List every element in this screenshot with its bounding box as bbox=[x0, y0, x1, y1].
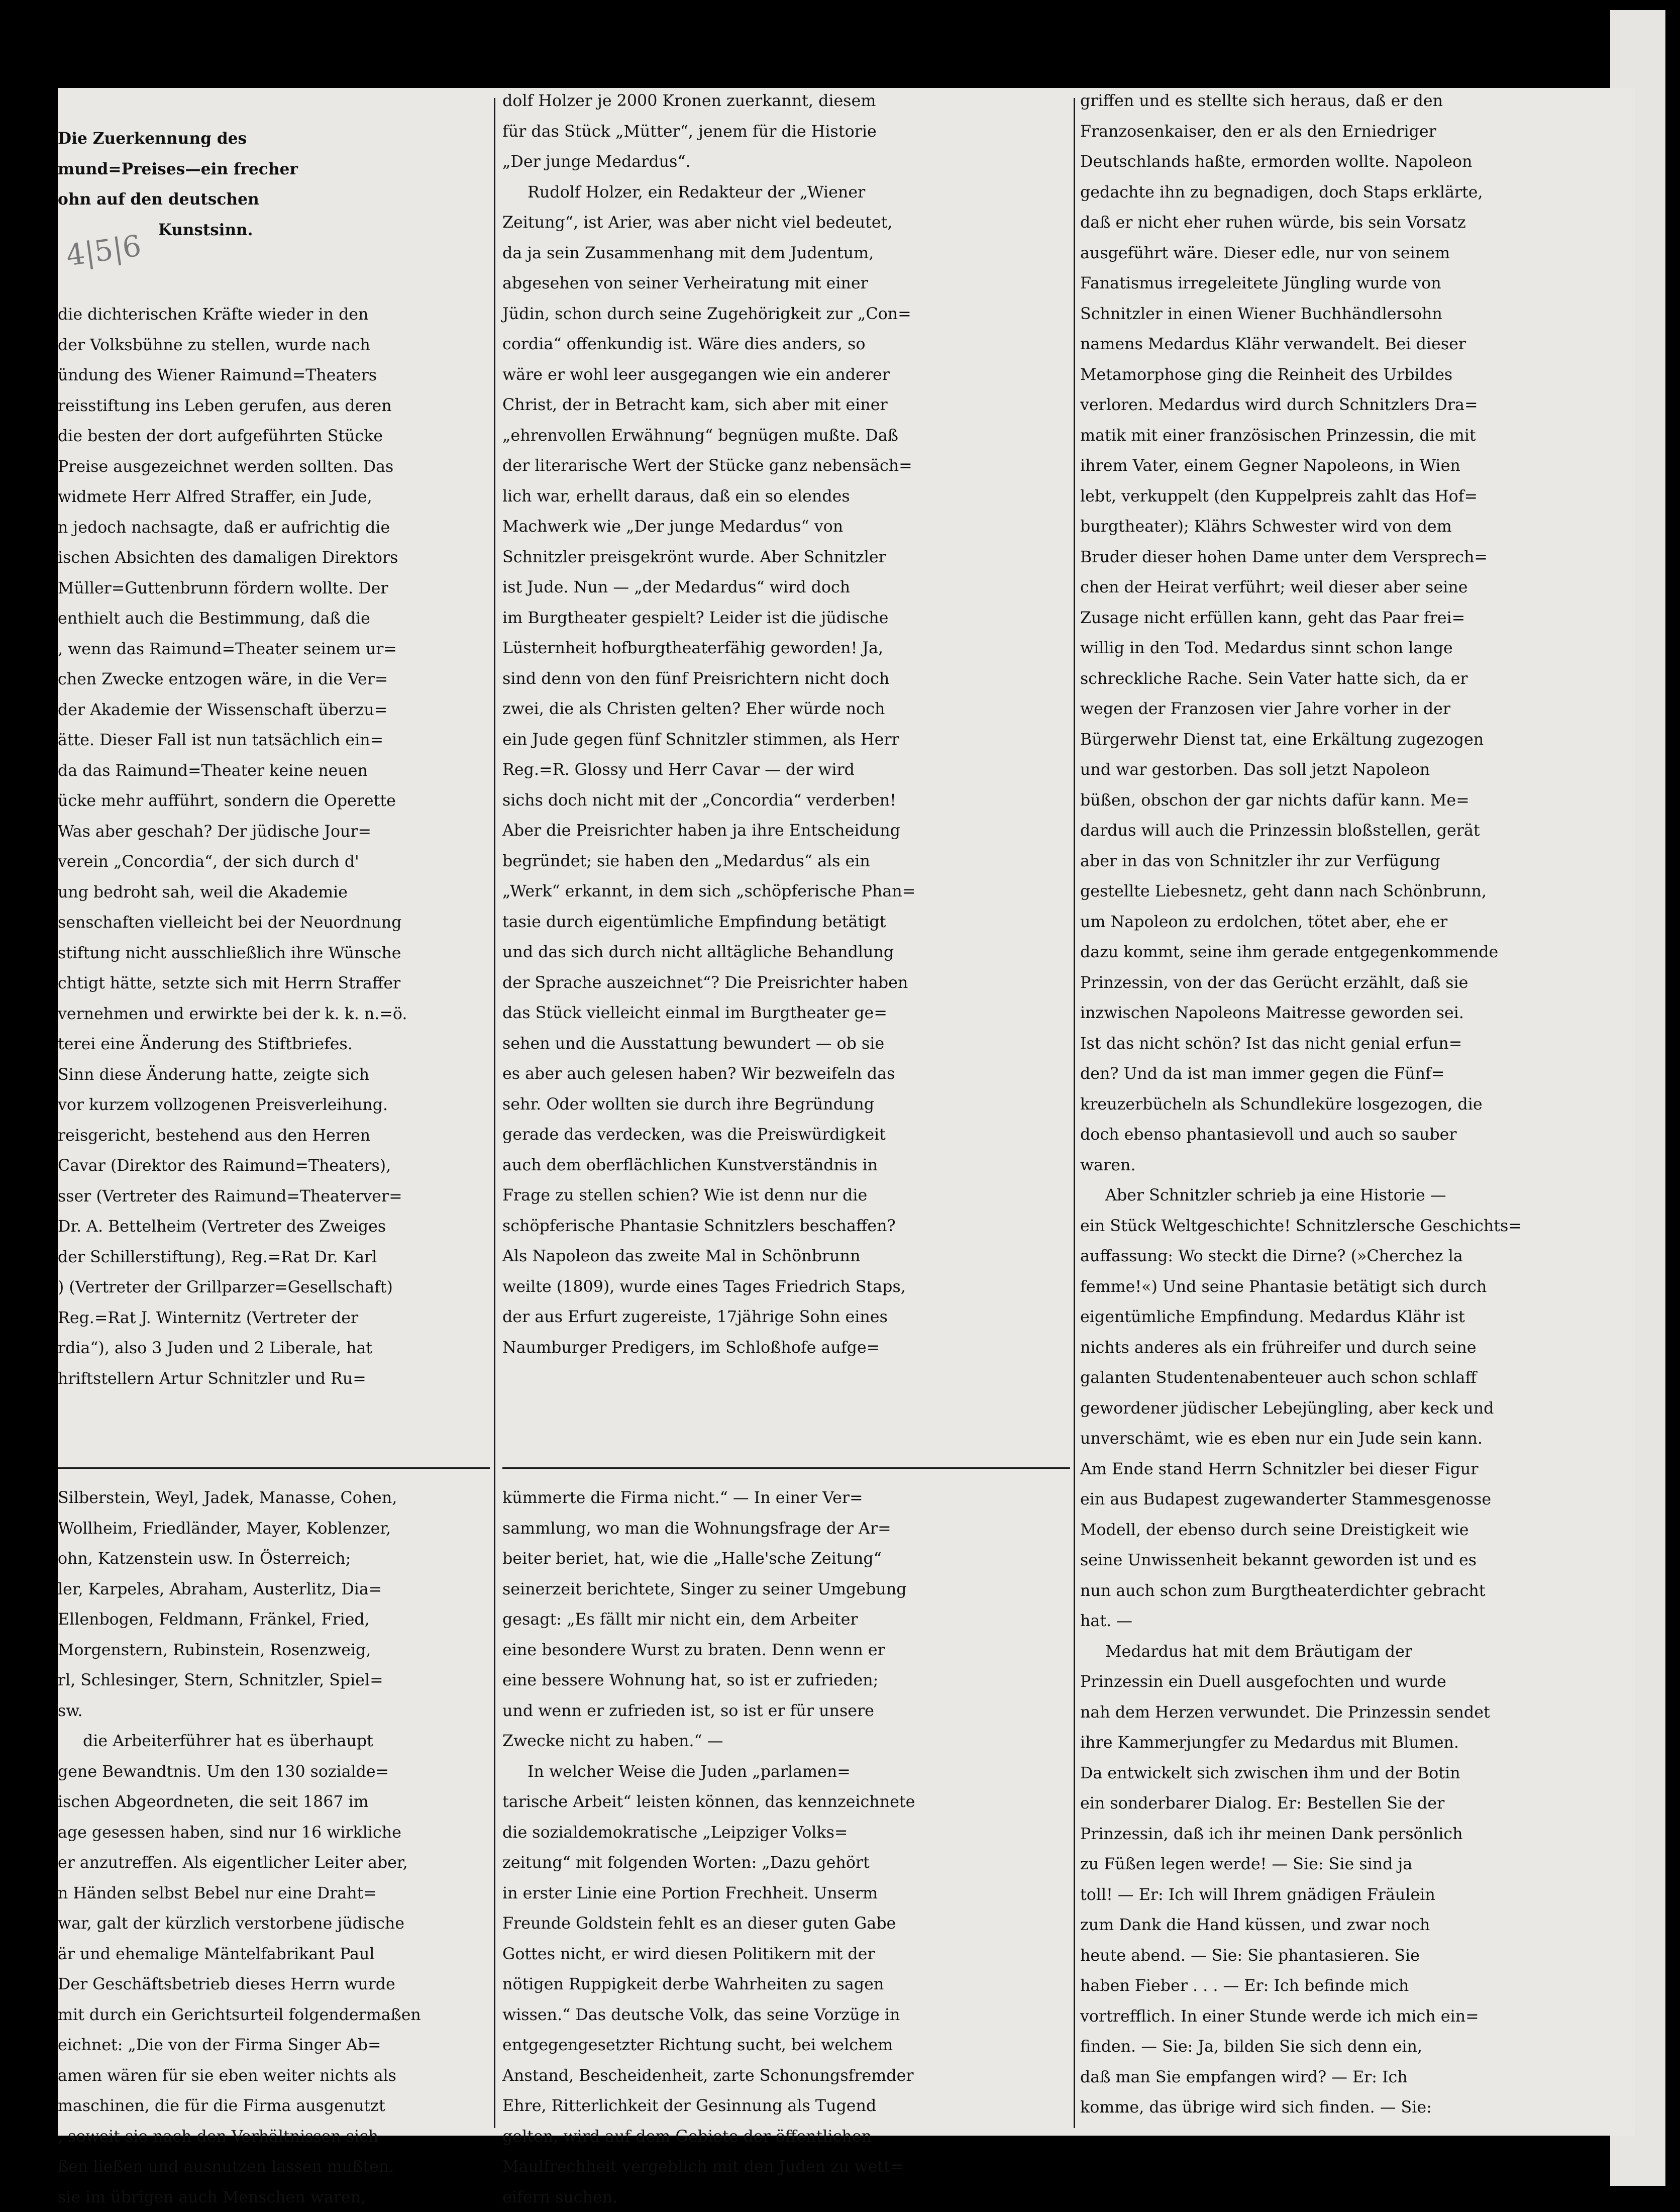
text-line: Reg.=R. Glossy und Herr Cavar — der wird bbox=[502, 754, 1065, 785]
text-line: Christ, der in Betracht kam, sich aber mit einer bbox=[502, 389, 1065, 420]
text-line: Metamorphose ging die Reinheit des Urbildes bbox=[1080, 359, 1623, 390]
text-line: waren. bbox=[1080, 1150, 1623, 1180]
text-line: komme, das übrige wird sich finden. — Sie: bbox=[1080, 2092, 1623, 2123]
text-line: sind denn von den fünf Preisrichtern nicht doch bbox=[502, 663, 1065, 694]
text-line: Bürgerwehr Dienst tat, eine Erkältung zugezogen bbox=[1080, 724, 1623, 755]
text-line: Silberstein, Weyl, Jadek, Manasse, Cohen, bbox=[58, 1482, 485, 1513]
text-line: und war gestorben. Das soll jetzt Napoleon bbox=[1080, 754, 1623, 785]
text-line: gewordener jüdischer Lebejüngling, aber keck und bbox=[1080, 1393, 1623, 1424]
text-line: gedachte ihn zu begnadigen, doch Staps erklärte, bbox=[1080, 177, 1623, 208]
text-line: nun auch schon zum Burgtheaterdichter gebracht bbox=[1080, 1575, 1623, 1606]
text-line: lebt, verkuppelt (den Kuppelpreis zahlt das Hof= bbox=[1080, 481, 1623, 512]
text-line: gesagt: „Es fällt mir nicht ein, dem Arbeiter bbox=[502, 1604, 1065, 1635]
text-line: Zusage nicht erfüllen kann, geht das Paar frei= bbox=[1080, 602, 1623, 633]
text-line: Aber die Preisrichter haben ja ihre Entscheidung bbox=[502, 815, 1065, 846]
text-line: daß man Sie empfangen wird? — Er: Ich bbox=[1080, 2062, 1623, 2092]
text-line: die besten der dort aufgeführten Stücke bbox=[58, 421, 485, 451]
text-line: ihre Kammerjungfer zu Medardus mit Blumen. bbox=[1080, 1727, 1623, 1758]
text-line: stiftung nicht ausschließlich ihre Wünsche bbox=[58, 938, 485, 968]
text-line: die sozialdemokratische „Leipziger Volks= bbox=[502, 1817, 1065, 1848]
text-line: er anzutreffen. Als eigentlicher Leiter aber, bbox=[58, 1847, 485, 1878]
text-line: Müller=Guttenbrunn fördern wollte. Der bbox=[58, 573, 485, 604]
text-line: ihrem Vater, einem Gegner Napoleons, in Wien bbox=[1080, 450, 1623, 481]
text-line: ohn, Katzenstein usw. In Österreich; bbox=[58, 1543, 485, 1574]
text-line: sw. bbox=[58, 1695, 485, 1726]
text-line: Rudolf Holzer, ein Redakteur der „Wiener bbox=[502, 177, 1065, 208]
text-line: wegen der Franzosen vier Jahre vorher in der bbox=[1080, 693, 1623, 724]
headline-line: mund=Preises—ein frecher bbox=[58, 154, 480, 184]
text-line: inzwischen Napoleons Maitresse geworden sei. bbox=[1080, 997, 1623, 1028]
text-line: Reg.=Rat J. Winternitz (Vertreter der bbox=[58, 1302, 485, 1333]
text-line: doch ebenso phantasievoll und auch so sauber bbox=[1080, 1119, 1623, 1150]
column-1 bbox=[58, 88, 490, 2136]
text-line: gerade das verdecken, was die Preiswürdigkeit bbox=[502, 1119, 1065, 1150]
text-line: Cavar (Direktor des Raimund=Theaters), bbox=[58, 1150, 485, 1181]
text-line: chen der Heirat verführt; weil dieser aber seine bbox=[1080, 572, 1623, 602]
text-line: cordia“ offenkundig ist. Wäre dies anders, so bbox=[502, 329, 1065, 359]
text-line: kümmerte die Firma nicht.“ — In einer Ver= bbox=[502, 1482, 1065, 1513]
text-line: Fanatismus irregeleitete Jüngling wurde von bbox=[1080, 268, 1623, 298]
text-line: galanten Studentenabenteuer auch schon schlaff bbox=[1080, 1362, 1623, 1393]
text-line: „ehrenvollen Erwähnung“ begnügen mußte. Daß bbox=[502, 420, 1065, 451]
text-line: eine bessere Wohnung hat, so ist er zufrieden; bbox=[502, 1665, 1065, 1695]
text-line: chen Zwecke entzogen wäre, in die Ver= bbox=[58, 664, 485, 694]
text-line: Schnitzler in einen Wiener Buchhändlersohn bbox=[1080, 298, 1623, 329]
text-line: die dichterischen Kräfte wieder in den bbox=[58, 299, 485, 330]
text-line: es aber auch gelesen haben? Wir bezweifeln das bbox=[502, 1058, 1065, 1089]
text-line: für das Stück „Mütter“, jenem für die Historie bbox=[502, 116, 1065, 147]
column-2 bbox=[502, 88, 1070, 2136]
text-line: willig in den Tod. Medardus sinnt schon lange bbox=[1080, 633, 1623, 663]
text-line: nichts anderes als ein frühreifer und durch seine bbox=[1080, 1332, 1623, 1363]
text-line: Jüdin, schon durch seine Zugehörigkeit zur „Con= bbox=[502, 298, 1065, 329]
text-line: kreuzerbücheln als Schundleküre losgezogen, die bbox=[1080, 1089, 1623, 1120]
text-line: matik mit einer französischen Prinzessin, die mit bbox=[1080, 420, 1623, 451]
text-line: tasie durch eigentümliche Empfindung betätigt bbox=[502, 907, 1065, 937]
text-line: „Werk“ erkannt, in dem sich „schöpferische Phan= bbox=[502, 876, 1065, 907]
text-line: der aus Erfurt zugereiste, 17jährige Sohn eines bbox=[502, 1301, 1065, 1332]
newspaper-clipping bbox=[58, 88, 1635, 2136]
text-line: sehen und die Ausstattung bewundert — ob sie bbox=[502, 1028, 1065, 1059]
text-line: är und ehemalige Mäntelfabrikant Paul bbox=[58, 1939, 485, 1969]
text-line: schöpferische Phantasie Schnitzlers beschaffen? bbox=[502, 1211, 1065, 1241]
text-line: schreckliche Rache. Sein Vater hatte sich, da er bbox=[1080, 663, 1623, 694]
text-line: tarische Arbeit“ leisten können, das kennzeichnete bbox=[502, 1786, 1065, 1817]
text-line: ein aus Budapest zugewanderter Stammesgenosse bbox=[1080, 1484, 1623, 1515]
text-line: Da entwickelt sich zwischen ihm und der Botin bbox=[1080, 1758, 1623, 1788]
column-2-lower-text bbox=[502, 1482, 1070, 2212]
text-line: nah dem Herzen verwundet. Die Prinzessin sendet bbox=[1080, 1697, 1623, 1728]
text-line: griffen und es stellte sich heraus, daß er den bbox=[1080, 85, 1623, 116]
text-line: Modell, der ebenso durch seine Dreistigkeit wie bbox=[1080, 1515, 1623, 1545]
text-line: vor kurzem vollzogenen Preisverleihung. bbox=[58, 1089, 485, 1120]
text-line: das Stück vielleicht einmal im Burgtheater ge= bbox=[502, 997, 1065, 1028]
text-line: seinerzeit berichtete, Singer zu seiner Umgebung bbox=[502, 1574, 1065, 1604]
text-line: sie im übrigen auch Menschen waren, bbox=[58, 2182, 485, 2212]
text-line: vernehmen und erwirkte bei der k. k. n.=ö. bbox=[58, 998, 485, 1029]
text-line: wäre er wohl leer ausgegangen wie ein anderer bbox=[502, 359, 1065, 390]
text-line: chtigt hätte, setzte sich mit Herrn Straffer bbox=[58, 968, 485, 998]
text-line: Bruder dieser hohen Dame unter dem Versprech= bbox=[1080, 542, 1623, 572]
text-line: Als Napoleon das zweite Mal in Schönbrunn bbox=[502, 1241, 1065, 1271]
text-line: entgegengesetzter Richtung sucht, bei welchem bbox=[502, 2030, 1065, 2060]
text-line: der Schillerstiftung), Reg.=Rat Dr. Karl bbox=[58, 1242, 485, 1272]
text-line: ischen Abgeordneten, die seit 1867 im bbox=[58, 1786, 485, 1817]
handwritten-archive-number: 4|5|6 bbox=[64, 229, 142, 298]
text-line: war, galt der kürzlich verstorbene jüdische bbox=[58, 1908, 485, 1939]
text-line: Prinzessin, daß ich ihr meinen Dank persönlich bbox=[1080, 1819, 1623, 1849]
text-line: zu Füßen legen werde! — Sie: Sie sind ja bbox=[1080, 1849, 1623, 1879]
text-line: Machwerk wie „Der junge Medardus“ von bbox=[502, 511, 1065, 542]
text-line: wissen.“ Das deutsche Volk, das seine Vorzüge in bbox=[502, 1999, 1065, 2030]
text-line: sser (Vertreter des Raimund=Theaterver= bbox=[58, 1181, 485, 1212]
text-line: und das sich durch nicht alltägliche Behandlung bbox=[502, 937, 1065, 967]
text-line: maschinen, die für die Firma ausgenutzt bbox=[58, 2090, 485, 2121]
text-line: age gesessen haben, sind nur 16 wirkliche bbox=[58, 1817, 485, 1848]
text-line: ischen Absichten des damaligen Direktors bbox=[58, 542, 485, 573]
text-line: Maulfrechheit vergeblich mit den Juden zu wett= bbox=[502, 2151, 1065, 2182]
text-line: verein „Concordia“, der sich durch d' bbox=[58, 846, 485, 877]
text-line: „Der junge Medardus“. bbox=[502, 146, 1065, 177]
text-line: da ja sein Zusammenhang mit dem Judentum, bbox=[502, 238, 1065, 268]
text-line: der Volksbühne zu stellen, wurde nach bbox=[58, 330, 485, 360]
text-line: n jedoch nachsagte, daß er aufrichtig die bbox=[58, 512, 485, 543]
text-line: femme!«) Und seine Phantasie betätigt sich durch bbox=[1080, 1271, 1623, 1302]
text-line: Schnitzler preisgekrönt wurde. Aber Schnitzler bbox=[502, 542, 1065, 572]
text-line: ücke mehr aufführt, sondern die Operette bbox=[58, 785, 485, 816]
text-line: der literarische Wert der Stücke ganz nebensäch= bbox=[502, 450, 1065, 481]
text-line: büßen, obschon der gar nichts dafür kann. Me= bbox=[1080, 785, 1623, 816]
text-line: burgtheater); Klährs Schwester wird von dem bbox=[1080, 511, 1623, 542]
text-line: senschaften vielleicht bei der Neuordnung bbox=[58, 907, 485, 938]
headline-line: Die Zuerkennung des bbox=[58, 123, 480, 154]
text-line: n Händen selbst Bebel nur eine Draht= bbox=[58, 1878, 485, 1908]
text-line: dazu kommt, seine ihm gerade entgegenkommende bbox=[1080, 937, 1623, 967]
text-line: ßen ließen und ausnutzen lassen mußten. bbox=[58, 2151, 485, 2182]
text-line: zeitung“ mit folgenden Worten: „Dazu gehört bbox=[502, 1847, 1065, 1878]
text-line: ündung des Wiener Raimund=Theaters bbox=[58, 360, 485, 390]
column-3 bbox=[1080, 88, 1628, 2136]
text-line: eine besondere Wurst zu braten. Denn wenn er bbox=[502, 1635, 1065, 1665]
text-line: auffassung: Wo steckt die Dirne? (»Cherchez la bbox=[1080, 1241, 1623, 1271]
text-line: im Burgtheater gespielt? Leider ist die jüdische bbox=[502, 602, 1065, 633]
text-line: daß er nicht eher ruhen würde, bis sein Vorsatz bbox=[1080, 207, 1623, 238]
headline-line: Kunstsinn. bbox=[61, 215, 480, 245]
text-line: abgesehen von seiner Verheiratung mit einer bbox=[502, 268, 1065, 298]
text-line: terei eine Änderung des Stiftbriefes. bbox=[58, 1029, 485, 1059]
column-rule-2 bbox=[1074, 98, 1075, 2128]
text-line: sehr. Oder wollten sie durch ihre Begründung bbox=[502, 1089, 1065, 1120]
text-line: beiter beriet, hat, wie die „Halle'sche Zeitung“ bbox=[502, 1543, 1065, 1574]
text-line: ist Jude. Nun — „der Medardus“ wird doch bbox=[502, 572, 1065, 602]
text-line: ausgeführt wäre. Dieser edle, nur von seinem bbox=[1080, 238, 1623, 268]
text-line: Sinn diese Änderung hatte, zeigte sich bbox=[58, 1059, 485, 1090]
text-line: Zeitung“, ist Arier, was aber nicht viel bedeutet, bbox=[502, 207, 1065, 238]
text-line: widmete Herr Alfred Straffer, ein Jude, bbox=[58, 481, 485, 512]
text-line: reisstiftung ins Leben gerufen, aus deren bbox=[58, 390, 485, 421]
text-line: Dr. A. Bettelheim (Vertreter des Zweiges bbox=[58, 1211, 485, 1242]
text-line: aber in das von Schnitzler ihr zur Verfügung bbox=[1080, 846, 1623, 876]
text-line: mit durch ein Gerichtsurteil folgendermaßen bbox=[58, 1999, 485, 2030]
text-line: namens Medardus Klähr verwandelt. Bei dieser bbox=[1080, 329, 1623, 359]
text-line: Wollheim, Friedländer, Mayer, Koblenzer, bbox=[58, 1513, 485, 1544]
text-line: eigentümliche Empfindung. Medardus Klähr ist bbox=[1080, 1301, 1623, 1332]
text-line: haben Fieber . . . — Er: Ich befinde mich bbox=[1080, 1970, 1623, 2001]
text-line: Prinzessin, von der das Gerücht erzählt, daß sie bbox=[1080, 967, 1623, 998]
text-line: vortrefflich. In einer Stunde werde ich mich ein= bbox=[1080, 2001, 1623, 2032]
article-headline bbox=[58, 123, 490, 245]
text-line: toll! — Er: Ich will Ihrem gnädigen Fräulein bbox=[1080, 1879, 1623, 1910]
text-line: lich war, erhellt daraus, daß ein so elendes bbox=[502, 481, 1065, 512]
text-line: Morgenstern, Rubinstein, Rosenzweig, bbox=[58, 1635, 485, 1665]
text-line: der Akademie der Wissenschaft überzu= bbox=[58, 694, 485, 725]
text-line: den? Und da ist man immer gegen die Fünf= bbox=[1080, 1058, 1623, 1089]
text-line: gestellte Liebesnetz, geht dann nach Schönbrunn, bbox=[1080, 876, 1623, 907]
text-line: dolf Holzer je 2000 Kronen zuerkannt, diesem bbox=[502, 85, 1065, 116]
text-line: Am Ende stand Herrn Schnitzler bei dieser Figur bbox=[1080, 1454, 1623, 1484]
headline-line: ohn auf den deutschen bbox=[58, 184, 480, 215]
text-line: ung bedroht sah, weil die Akademie bbox=[58, 877, 485, 908]
text-line: Der Geschäftsbetrieb dieses Herrn wurde bbox=[58, 1969, 485, 1999]
text-line: Deutschlands haßte, ermorden wollte. Napoleon bbox=[1080, 146, 1623, 177]
text-line: Preise ausgezeichnet werden sollten. Das bbox=[58, 451, 485, 482]
text-line: die Arbeiterführer hat es überhaupt bbox=[58, 1726, 485, 1756]
text-line: ein sonderbarer Dialog. Er: Bestellen Sie der bbox=[1080, 1788, 1623, 1819]
text-line: verloren. Medardus wird durch Schnitzlers Dra= bbox=[1080, 389, 1623, 420]
text-line: Lüsternheit hofburgtheaterfähig geworden! Ja, bbox=[502, 633, 1065, 663]
text-line: eichnet: „Die von der Firma Singer Ab= bbox=[58, 2030, 485, 2060]
text-line: Medardus hat mit dem Bräutigam der bbox=[1080, 1636, 1623, 1667]
text-line: der Sprache auszeichnet“? Die Preisrichter haben bbox=[502, 967, 1065, 998]
text-line: Zwecke nicht zu haben.“ — bbox=[502, 1726, 1065, 1756]
text-line: Ehre, Ritterlichkeit der Gesinnung als Tugend bbox=[502, 2090, 1065, 2121]
text-line: gelten, wird auf dem Gebiete der öffentlichen bbox=[502, 2121, 1065, 2152]
column-1-lower-text bbox=[58, 1482, 490, 2212]
column-2-upper-text bbox=[502, 85, 1070, 1362]
text-line: ein Stück Weltgeschichte! Schnitzlersche Geschichts= bbox=[1080, 1211, 1623, 1241]
text-line: rl, Schlesinger, Stern, Schnitzler, Spiel= bbox=[58, 1665, 485, 1695]
text-line: dardus will auch die Prinzessin bloßstellen, gerät bbox=[1080, 815, 1623, 846]
text-line: und wenn er zufrieden ist, so ist er für unsere bbox=[502, 1695, 1065, 1726]
text-line: sichs doch nicht mit der „Concordia“ verderben! bbox=[502, 785, 1065, 816]
text-line: , wenn das Raimund=Theater seinem ur= bbox=[58, 634, 485, 664]
text-line: Ellenbogen, Feldmann, Fränkel, Fried, bbox=[58, 1604, 485, 1635]
text-line: heute abend. — Sie: Sie phantasieren. Sie bbox=[1080, 1940, 1623, 1971]
text-line: weilte (1809), wurde eines Tages Friedrich Staps, bbox=[502, 1271, 1065, 1302]
text-line: zum Dank die Hand küssen, und zwar noch bbox=[1080, 1909, 1623, 1940]
text-line: amen wären für sie eben weiter nichts als bbox=[58, 2060, 485, 2091]
text-line: zwei, die als Christen gelten? Eher würde noch bbox=[502, 693, 1065, 724]
text-line: nötigen Ruppigkeit derbe Wahrheiten zu sagen bbox=[502, 1969, 1065, 1999]
text-line: auch dem oberflächlichen Kunstverständnis in bbox=[502, 1150, 1065, 1180]
text-line: ätte. Dieser Fall ist nun tatsächlich ein= bbox=[58, 725, 485, 755]
column-3-text bbox=[1080, 85, 1628, 2123]
text-line: Franzosenkaiser, den er als den Erniedriger bbox=[1080, 116, 1623, 147]
text-line: um Napoleon zu erdolchen, tötet aber, ehe er bbox=[1080, 907, 1623, 937]
text-line: Prinzessin ein Duell ausgefochten und wurde bbox=[1080, 1666, 1623, 1697]
text-line: ) (Vertreter der Grillparzer=Gesellschaft) bbox=[58, 1272, 485, 1302]
text-line: In welcher Weise die Juden „parlamen= bbox=[502, 1756, 1065, 1787]
text-line: finden. — Sie: Ja, bilden Sie sich denn ein, bbox=[1080, 2031, 1623, 2062]
text-line: reisgericht, bestehend aus den Herren bbox=[58, 1120, 485, 1151]
text-line: rdia“), also 3 Juden und 2 Liberale, hat bbox=[58, 1333, 485, 1363]
text-line: Naumburger Predigers, im Schloßhofe aufge= bbox=[502, 1332, 1065, 1363]
text-line: ein Jude gegen fünf Schnitzler stimmen, als Herr bbox=[502, 724, 1065, 755]
text-line: sammlung, wo man die Wohnungsfrage der Ar= bbox=[502, 1513, 1065, 1544]
text-line: Was aber geschah? Der jüdische Jour= bbox=[58, 816, 485, 847]
text-line: begründet; sie haben den „Medardus“ als ein bbox=[502, 846, 1065, 876]
text-line: Gottes nicht, er wird diesen Politikern mit der bbox=[502, 1939, 1065, 1969]
column-1-upper-text bbox=[58, 299, 490, 1393]
text-line: da das Raimund=Theater keine neuen bbox=[58, 755, 485, 786]
text-line: enthielt auch die Bestimmung, daß die bbox=[58, 603, 485, 634]
text-line: Anstand, Bescheidenheit, zarte Schonungsfremder bbox=[502, 2060, 1065, 2091]
text-line: seine Unwissenheit bekannt geworden ist und es bbox=[1080, 1545, 1623, 1575]
text-line: unverschämt, wie es eben nur ein Jude sein kann. bbox=[1080, 1423, 1623, 1454]
text-line: gene Bewandtnis. Um den 130 sozialde= bbox=[58, 1756, 485, 1787]
text-line: in erster Linie eine Portion Frechheit. Unserm bbox=[502, 1878, 1065, 1908]
text-line: Ist das nicht schön? Ist das nicht genial erfun= bbox=[1080, 1028, 1623, 1059]
text-line: eifern suchen. bbox=[502, 2182, 1065, 2212]
text-line: Freunde Goldstein fehlt es an dieser guten Gabe bbox=[502, 1908, 1065, 1939]
text-line: , soweit sie nach den Verhältnissen sich bbox=[58, 2121, 485, 2152]
column-rule-1 bbox=[494, 98, 495, 2128]
text-line: hriftstellern Artur Schnitzler und Ru= bbox=[58, 1363, 485, 1394]
text-line: hat. — bbox=[1080, 1605, 1623, 1636]
text-line: Frage zu stellen schien? Wie ist denn nur die bbox=[502, 1180, 1065, 1211]
text-line: Aber Schnitzler schrieb ja eine Historie — bbox=[1080, 1180, 1623, 1211]
text-line: ler, Karpeles, Abraham, Austerlitz, Dia= bbox=[58, 1574, 485, 1604]
